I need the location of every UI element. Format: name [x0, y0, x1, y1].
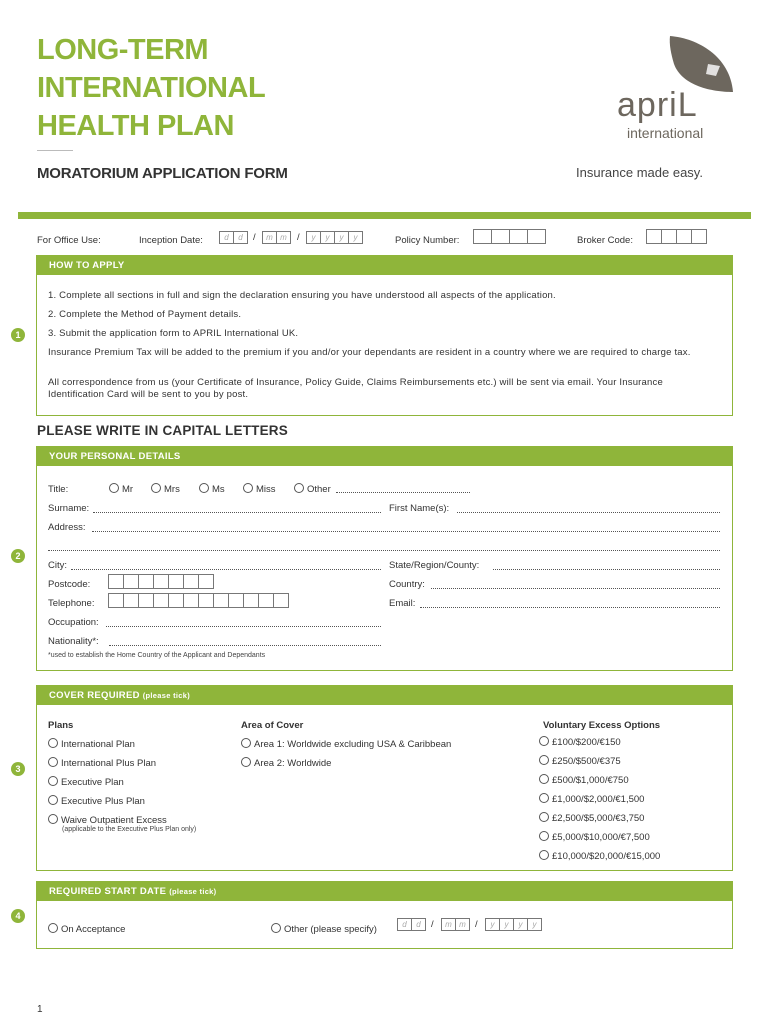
form-title: MORATORIUM APPLICATION FORM	[37, 165, 288, 182]
radio-icon[interactable]	[48, 776, 58, 786]
capital-letters-notice: PLEASE WRITE IN CAPITAL LETTERS	[37, 423, 288, 438]
section-number-1: 1	[11, 328, 25, 342]
excess-heading: Voluntary Excess Options	[543, 720, 661, 731]
plan-option-executive[interactable]: Executive Plan	[48, 776, 124, 788]
postcode-field[interactable]	[108, 574, 213, 589]
radio-icon[interactable]	[539, 774, 549, 784]
radio-icon[interactable]	[48, 923, 58, 933]
radio-icon[interactable]	[48, 738, 58, 748]
excess-option[interactable]: £500/$1,000/€750	[539, 774, 629, 786]
radio-icon[interactable]	[48, 757, 58, 767]
first-names-label: First Name(s):	[389, 503, 450, 514]
title-option-mr[interactable]: Mr	[109, 483, 133, 495]
radio-icon[interactable]	[539, 793, 549, 803]
section-heading: COVER REQUIRED (please tick)	[37, 686, 732, 705]
city-label: City:	[48, 560, 67, 571]
list-item: 3. Submit the application form to APRIL International UK.	[48, 328, 299, 339]
excess-option[interactable]: £2,500/$5,000/€3,750	[539, 812, 644, 824]
radio-icon[interactable]	[48, 795, 58, 805]
plan-option-international-plus[interactable]: International Plus Plan	[48, 757, 156, 769]
title-option-other[interactable]: Other	[294, 483, 331, 495]
how-to-apply-section	[36, 255, 733, 416]
broker-code-label: Broker Code:	[577, 235, 633, 246]
personal-details-section	[36, 446, 733, 671]
address-field[interactable]	[92, 524, 720, 532]
logo-subtitle: international	[627, 125, 704, 141]
radio-icon[interactable]	[48, 814, 58, 824]
section-number-2: 2	[11, 549, 25, 563]
inception-month-field[interactable]: m m	[262, 231, 290, 244]
list-item: 2. Complete the Method of Payment details.	[48, 309, 242, 320]
correspondence-note: All correspondence from us (your Certificate of Insurance, Policy Guide, Claims Reimbursements etc.) will be sent via email. Your Insurance Identification Card will be sent to you by post.	[48, 377, 663, 400]
surname-field[interactable]	[93, 505, 381, 513]
occupation-label: Occupation:	[48, 617, 99, 628]
country-label: Country:	[389, 579, 425, 590]
plan-title: LONG-TERM INTERNATIONAL HEALTH PLAN	[37, 34, 266, 142]
country-field[interactable]	[431, 581, 720, 589]
page-number: 1	[37, 1004, 43, 1015]
plans-heading: Plans	[48, 720, 74, 731]
inception-date-field[interactable]: d d	[219, 231, 247, 244]
surname-label: Surname:	[48, 503, 90, 514]
title-option-miss[interactable]: Miss	[243, 483, 276, 495]
title-label: Title:	[48, 484, 69, 495]
address-label: Address:	[48, 522, 86, 533]
radio-icon[interactable]	[241, 757, 251, 767]
inception-date-label: Inception Date:	[139, 235, 203, 246]
inception-year-field[interactable]: y y y y	[306, 231, 362, 244]
city-field[interactable]	[71, 562, 381, 570]
radio-icon[interactable]	[539, 812, 549, 822]
plan-option-waive-outpatient[interactable]: Waive Outpatient Excess	[48, 814, 167, 826]
radio-icon[interactable]	[539, 736, 549, 746]
excess-option[interactable]: £5,000/$10,000/€7,500	[539, 831, 650, 843]
tax-note: Insurance Premium Tax will be added to the premium if you and/or your dependants are resident in a country where we are required to charge tax.	[48, 347, 691, 358]
radio-icon[interactable]	[539, 850, 549, 860]
state-field[interactable]	[493, 562, 720, 570]
radio-icon[interactable]	[539, 755, 549, 765]
nationality-footnote: *used to establish the Home Country of the Applicant and Dependants	[48, 652, 266, 659]
office-use-label: For Office Use:	[37, 235, 101, 246]
waive-note: (applicable to the Executive Plus Plan only)	[62, 826, 197, 833]
tagline: Insurance made easy.	[576, 165, 703, 180]
radio-icon[interactable]	[151, 483, 161, 493]
postcode-label: Postcode:	[48, 579, 91, 590]
start-option-other[interactable]: Other (please specify)	[271, 923, 377, 935]
section-number-3: 3	[11, 762, 25, 776]
area-option-2[interactable]: Area 2: Worldwide	[241, 757, 331, 769]
logo-wordmark: apriL	[617, 86, 698, 124]
start-day-field[interactable]: d d	[397, 918, 425, 931]
section-heading: HOW TO APPLY	[37, 256, 732, 275]
excess-option[interactable]: £100/$200/€150	[539, 736, 621, 748]
cover-required-section	[36, 685, 733, 871]
plan-option-international[interactable]: International Plan	[48, 738, 135, 750]
header-bar	[18, 212, 751, 219]
plan-option-executive-plus[interactable]: Executive Plus Plan	[48, 795, 145, 807]
nationality-field[interactable]	[109, 638, 381, 646]
area-heading: Area of Cover	[241, 720, 304, 731]
title-option-ms[interactable]: Ms	[199, 483, 225, 495]
radio-icon[interactable]	[241, 738, 251, 748]
section-number-4: 4	[11, 909, 25, 923]
radio-icon[interactable]	[294, 483, 304, 493]
address-field-line-2[interactable]	[48, 543, 720, 551]
start-option-on-acceptance[interactable]: On Acceptance	[48, 923, 125, 935]
excess-option[interactable]: £1,000/$2,000/€1,500	[539, 793, 644, 805]
nationality-label: Nationality*:	[48, 636, 99, 647]
first-names-field[interactable]	[457, 505, 720, 513]
section-heading: REQUIRED START DATE (please tick)	[37, 882, 732, 901]
broker-code-field[interactable]	[646, 229, 706, 244]
start-month-field[interactable]: m m	[441, 918, 469, 931]
policy-number-field[interactable]	[473, 229, 545, 244]
telephone-field[interactable]	[108, 593, 288, 608]
email-field[interactable]	[420, 600, 720, 608]
radio-icon[interactable]	[109, 483, 119, 493]
policy-number-label: Policy Number:	[395, 235, 460, 246]
radio-icon[interactable]	[271, 923, 281, 933]
excess-option[interactable]: £250/$500/€375	[539, 755, 621, 767]
list-item: 1. Complete all sections in full and sign the declaration ensuring you have understood all aspects of the application.	[48, 290, 556, 301]
email-label: Email:	[389, 598, 416, 609]
excess-option[interactable]: £10,000/$20,000/€15,000	[539, 850, 660, 862]
area-option-1[interactable]: Area 1: Worldwide excluding USA & Caribbean	[241, 738, 451, 750]
radio-icon[interactable]	[539, 831, 549, 841]
title-other-field[interactable]	[336, 485, 470, 493]
start-year-field[interactable]: y y y y	[485, 918, 541, 931]
title-option-mrs[interactable]: Mrs	[151, 483, 180, 495]
section-heading: YOUR PERSONAL DETAILS	[37, 447, 732, 466]
start-date-section: REQUIRED START DATE (please tick) On Acceptance Other (please specify) d d / m m / y y y y	[36, 881, 733, 949]
radio-icon[interactable]	[199, 483, 209, 493]
telephone-label: Telephone:	[48, 598, 95, 609]
title-divider	[37, 150, 73, 151]
occupation-field[interactable]	[106, 619, 381, 627]
radio-icon[interactable]	[243, 483, 253, 493]
state-label: State/Region/County:	[389, 560, 480, 571]
